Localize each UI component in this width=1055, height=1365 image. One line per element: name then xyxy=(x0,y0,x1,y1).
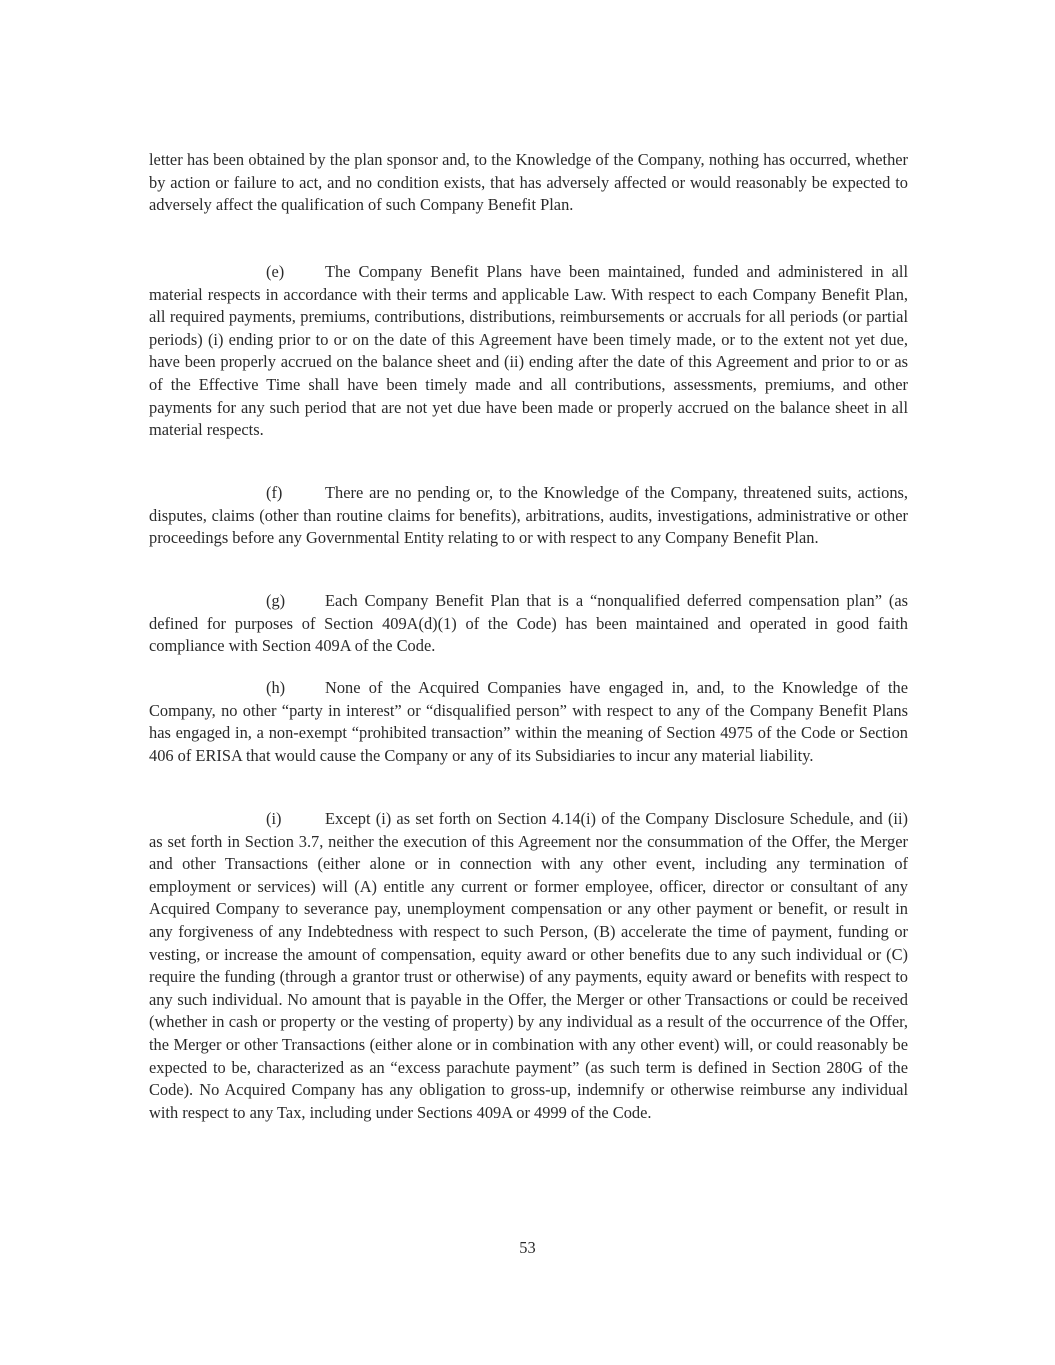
paragraph-marker: (e) xyxy=(266,262,285,281)
paragraph-marker: (g) xyxy=(266,591,286,610)
paragraph-text: There are no pending or, to the Knowledge of the Company, threatened suits, actions, disputes, claims (other than routine claims for benefits), arbitrations, audits, investigations, administrative or other proceedings before any Governmental Entity relating to or with respect to any Company Benefit Plan. xyxy=(149,483,908,548)
paragraph-h xyxy=(149,677,908,767)
paragraph-marker: (h) xyxy=(266,678,286,697)
page-number: 53 xyxy=(519,1238,536,1257)
paragraph-text: None of the Acquired Companies have engaged in, and, to the Knowledge of the Company, no other “party in interest” or “disqualified person” with respect to any of the Company Benefit Plans has engaged in, a non-exempt “prohibited transaction” within the meaning of Section 4975 of the Code or Section 406 of ERISA that would cause the Company or any of its Subsidiaries to incur any material liability. xyxy=(149,678,908,765)
paragraph-i xyxy=(149,808,908,1124)
paragraph-text: The Company Benefit Plans have been maintained, funded and administered in all material respects in accordance with their terms and applicable Law. With respect to each Company Benefit Plan, all required payments, premiums, contributions, distributions, reimbursements or accruals for all periods (or partial periods) (i) ending prior to or on the date of this Agreement have been timely made, or to the extent not yet due, have been properly accrued on the balance sheet and (ii) ending after the date of this Agreement and prior to or as of the Effective Time shall have been timely made and all contributions, assessments, premiums, and other payments for any such period that are not yet due have been made or properly accrued on the balance sheet in all material respects. xyxy=(149,262,908,440)
paragraph-marker: (f) xyxy=(266,483,283,502)
continuation-paragraph: letter has been obtained by the plan sponsor and, to the Knowledge of the Company, nothing has occurred, whether by action or failure to act, and no condition exists, that has adversely affected or would reasonably be expected to adversely affect the qualification of such Company Benefit Plan. xyxy=(149,150,908,215)
paragraph-marker: (i) xyxy=(266,809,282,828)
paragraph-text: Except (i) as set forth on Section 4.14(i) of the Company Disclosure Schedule, and (ii) as set forth in Section 3.7, neither the execution of this Agreement nor the consummation of the Offer, the Merger and other Transactions (either alone or in connection with any other event, including any termination of employment or services) will (A) entitle any current or former employee, officer, director or consultant of any Acquired Company to severance pay, unemployment compensation or any other payment or benefit, or result in any forgiveness of any Indebtedness with respect to such Person, (B) accelerate the time of payment, funding or vesting, or increase the amount of compensation, equity award or other benefits due to any such individual or (C) require the funding (through a grantor trust or otherwise) of any payments, equity award or benefits with respect to any such individual. No amount that is payable in the Offer, the Merger or other Transactions or could be received (whether in cash or property or the vesting of property) by any individual as a result of the occurrence of the Offer, the Merger or other Transactions (either alone or in combination with any other event) will, or could reasonably be expected to be, characterized as an “excess parachute payment” (as such term is defined in Section 280G of the Code). No Acquired Company has any obligation to gross-up, indemnify or otherwise reimburse any individual with respect to any Tax, including under Sections 409A or 4999 of the Code. xyxy=(149,809,908,1122)
paragraph-g xyxy=(149,590,908,658)
paragraph-f xyxy=(149,482,908,550)
paragraph-e xyxy=(149,261,908,442)
paragraph-text: Each Company Benefit Plan that is a “nonqualified deferred compensation plan” (as defined for purposes of Section 409A(d)(1) of the Code) has been maintained and operated in good faith compliance with Section 409A of the Code. xyxy=(149,591,908,656)
